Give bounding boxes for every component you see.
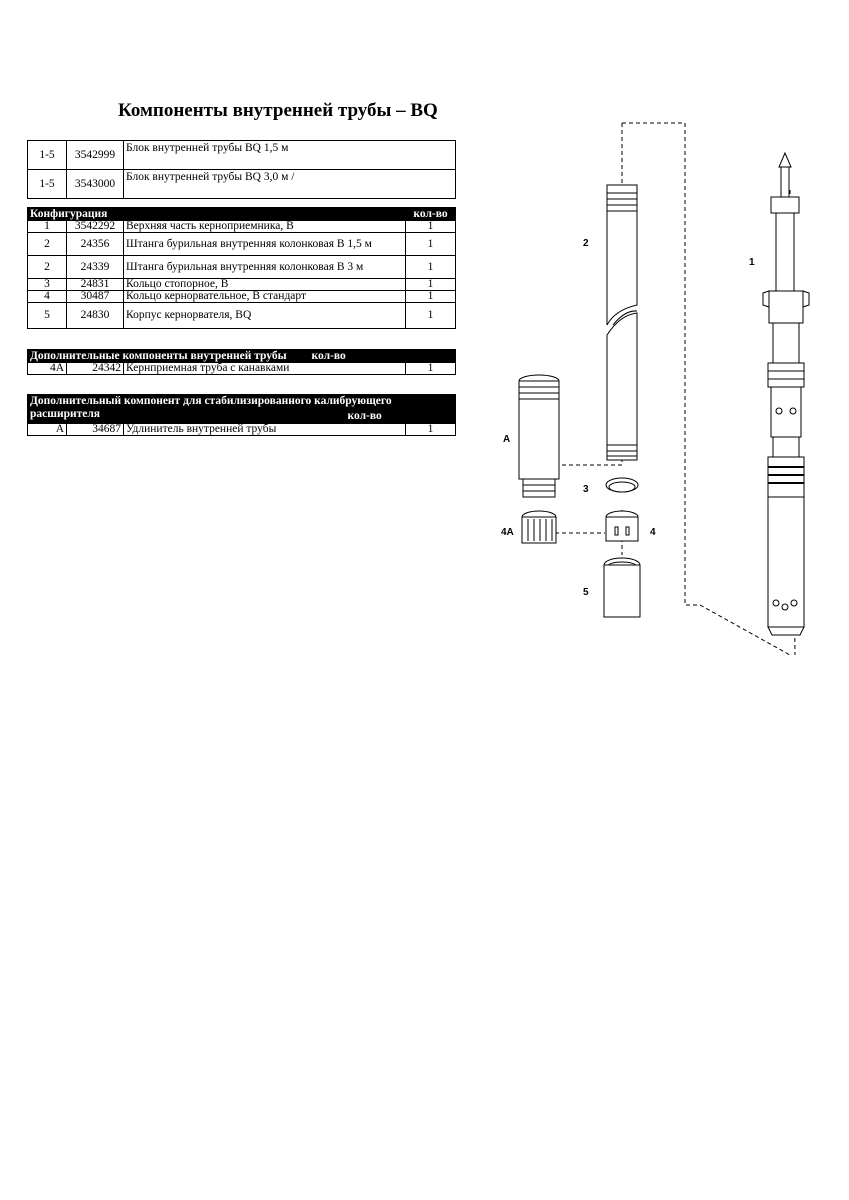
table-row	[28, 279, 456, 291]
header-spacer	[406, 350, 456, 363]
code-cell: 34687	[67, 424, 124, 436]
label-part-4: 4	[650, 527, 656, 538]
code-cell: 3542999	[67, 141, 124, 170]
qty-header: кол-во	[406, 208, 456, 221]
label-part-a: A	[503, 434, 511, 445]
pos-cell: 1-5	[28, 141, 67, 170]
pos-cell: 2	[28, 256, 67, 279]
qty-cell: 1	[406, 291, 456, 303]
optional-header-cell	[28, 350, 406, 363]
table-header	[28, 350, 456, 363]
table-header	[28, 395, 456, 424]
qty-cell: 1	[406, 303, 456, 329]
code-cell: 24356	[67, 233, 124, 256]
label-part-2: 2	[583, 238, 589, 249]
qty-header: кол-во	[347, 409, 382, 422]
label-part-1: 1	[749, 257, 755, 268]
stabilizer-header: Дополнительный компонент для стабилизированного калибрующего расширителя	[30, 395, 392, 420]
table-row	[28, 233, 456, 256]
pos-cell: 3	[28, 279, 67, 291]
desc-cell: Кольцо кернорвательное, B стандарт	[124, 291, 406, 303]
core-lifter-part-4	[606, 511, 638, 541]
desc-cell: Верхняя часть керноприемника, B	[124, 221, 406, 233]
page-title: Компоненты внутренней трубы – BQ	[118, 100, 438, 121]
qty-cell: 1	[406, 221, 456, 233]
table-header	[28, 208, 456, 221]
code-cell: 24830	[67, 303, 124, 329]
qty-cell: 1	[406, 279, 456, 291]
code-cell: 3542292	[67, 221, 124, 233]
desc-cell: Корпус кернорвателя, BQ	[124, 303, 406, 329]
core-lifter-part-4a	[522, 511, 556, 543]
inner-tube-part-2	[607, 185, 637, 460]
desc-cell: Блок внутренней трубы BQ 3,0 м /	[124, 170, 456, 199]
pos-cell: 5	[28, 303, 67, 329]
pos-cell: 4	[28, 291, 67, 303]
config-header: Конфигурация	[28, 208, 406, 221]
table-row	[28, 141, 456, 170]
qty-cell: 1	[406, 424, 456, 436]
desc-cell: Удлинитель внутренней трубы	[124, 424, 406, 436]
qty-cell: 1	[406, 233, 456, 256]
desc-cell: Штанга бурильная внутренняя колонковая B 1,5 м	[124, 233, 406, 256]
table-row	[28, 221, 456, 233]
assemblies-table	[27, 140, 456, 199]
core-lifter-case-part-5	[604, 558, 640, 617]
exploded-parts-drawing	[495, 115, 815, 670]
code-cell: 24831	[67, 279, 124, 291]
extension-part-a	[519, 375, 559, 497]
qty-cell: 1	[406, 256, 456, 279]
table-row	[28, 303, 456, 329]
table-row	[28, 363, 456, 375]
head-assembly-part-1	[763, 153, 809, 635]
pos-cell: 4A	[28, 363, 67, 375]
desc-cell: Кольцо стопорное, B	[124, 279, 406, 291]
table-row	[28, 170, 456, 199]
stabilizer-component-table	[27, 394, 456, 436]
optional-header: Дополнительные компоненты внутренней трубы	[30, 349, 287, 362]
optional-components-table	[27, 349, 456, 375]
pos-cell: 1	[28, 221, 67, 233]
pos-cell: A	[28, 424, 67, 436]
desc-cell: Кернприемная труба с канавками	[124, 363, 406, 375]
pos-cell: 2	[28, 233, 67, 256]
label-part-4a: 4A	[501, 527, 514, 538]
desc-cell: Штанга бурильная внутренняя колонковая B 3 м	[124, 256, 406, 279]
label-part-5: 5	[583, 587, 589, 598]
configuration-table	[27, 207, 456, 329]
desc-cell: Блок внутренней трубы BQ 1,5 м	[124, 141, 456, 170]
code-cell: 24342	[67, 363, 124, 375]
table-row	[28, 256, 456, 279]
label-part-3: 3	[583, 484, 589, 495]
code-cell: 24339	[67, 256, 124, 279]
pos-cell: 1-5	[28, 170, 67, 199]
table-row	[28, 424, 456, 436]
code-cell: 3543000	[67, 170, 124, 199]
stabilizer-header-cell	[28, 395, 456, 424]
qty-cell: 1	[406, 363, 456, 375]
table-row	[28, 291, 456, 303]
code-cell: 30487	[67, 291, 124, 303]
qty-header: кол-во	[311, 349, 346, 362]
